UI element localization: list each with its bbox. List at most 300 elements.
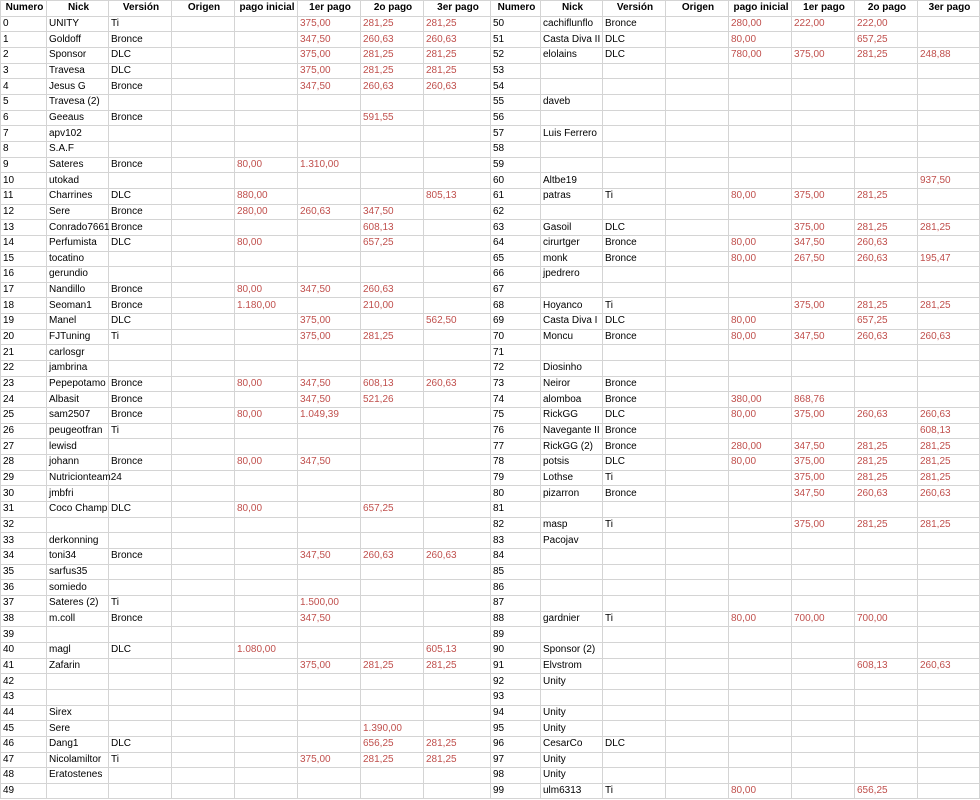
cell-origen[interactable] — [172, 689, 235, 705]
cell-segundo-pago[interactable]: 260,63 — [855, 235, 918, 251]
cell-segundo-pago[interactable]: 281,25 — [361, 329, 424, 345]
cell-primer-pago[interactable] — [298, 689, 361, 705]
cell-version[interactable]: DLC — [603, 220, 666, 236]
cell-numero[interactable]: 81 — [491, 502, 541, 518]
cell-tercer-pago[interactable] — [424, 282, 491, 298]
cell-nick[interactable]: FJTuning — [47, 329, 109, 345]
cell-primer-pago[interactable]: 1.310,00 — [298, 157, 361, 173]
cell-version[interactable] — [109, 126, 172, 142]
cell-version[interactable]: DLC — [603, 47, 666, 63]
cell-segundo-pago[interactable] — [855, 376, 918, 392]
cell-origen[interactable] — [666, 486, 729, 502]
cell-primer-pago[interactable]: 347,50 — [792, 235, 855, 251]
cell-segundo-pago[interactable]: 656,25 — [855, 783, 918, 799]
cell-origen[interactable] — [666, 439, 729, 455]
cell-pago-inicial[interactable] — [235, 63, 298, 79]
cell-version[interactable]: Ti — [109, 752, 172, 768]
cell-numero[interactable]: 41 — [1, 658, 47, 674]
cell-origen[interactable] — [172, 126, 235, 142]
cell-nick[interactable] — [541, 345, 603, 361]
cell-nick[interactable]: alomboa — [541, 392, 603, 408]
cell-version[interactable]: DLC — [109, 188, 172, 204]
cell-numero[interactable]: 39 — [1, 627, 47, 643]
cell-origen[interactable] — [172, 157, 235, 173]
cell-origen[interactable] — [172, 533, 235, 549]
cell-origen[interactable] — [172, 79, 235, 95]
cell-origen[interactable] — [172, 204, 235, 220]
cell-pago-inicial[interactable] — [235, 486, 298, 502]
cell-tercer-pago[interactable]: 260,63 — [424, 548, 491, 564]
cell-origen[interactable] — [666, 705, 729, 721]
cell-origen[interactable] — [172, 611, 235, 627]
cell-pago-inicial[interactable]: 280,00 — [729, 439, 792, 455]
cell-numero[interactable]: 87 — [491, 595, 541, 611]
cell-segundo-pago[interactable]: 260,63 — [855, 486, 918, 502]
cell-origen[interactable] — [172, 251, 235, 267]
cell-primer-pago[interactable] — [792, 361, 855, 377]
cell-version[interactable] — [603, 361, 666, 377]
cell-primer-pago[interactable] — [298, 251, 361, 267]
cell-pago-inicial[interactable] — [235, 251, 298, 267]
cell-nick[interactable]: Unity — [541, 705, 603, 721]
column-header-version[interactable]: Versión — [603, 1, 666, 17]
cell-pago-inicial[interactable] — [235, 783, 298, 799]
cell-primer-pago[interactable]: 375,00 — [792, 188, 855, 204]
cell-segundo-pago[interactable] — [361, 345, 424, 361]
cell-version[interactable] — [109, 674, 172, 690]
cell-primer-pago[interactable] — [298, 674, 361, 690]
cell-origen[interactable] — [666, 188, 729, 204]
cell-pago-inicial[interactable] — [729, 705, 792, 721]
cell-nick[interactable]: pizarron — [541, 486, 603, 502]
cell-origen[interactable] — [666, 752, 729, 768]
cell-numero[interactable]: 37 — [1, 595, 47, 611]
cell-primer-pago[interactable]: 375,00 — [792, 455, 855, 471]
cell-tercer-pago[interactable] — [918, 110, 980, 126]
cell-nick[interactable]: potsis — [541, 455, 603, 471]
cell-numero[interactable]: 10 — [1, 173, 47, 189]
cell-segundo-pago[interactable] — [855, 63, 918, 79]
cell-tercer-pago[interactable]: 281,25 — [918, 455, 980, 471]
cell-primer-pago[interactable]: 375,00 — [792, 517, 855, 533]
cell-nick[interactable]: jambrina — [47, 361, 109, 377]
cell-nick[interactable]: cachiflunflo — [541, 16, 603, 32]
cell-nick[interactable]: Coco Champ — [47, 502, 109, 518]
cell-nick[interactable]: Neiror — [541, 376, 603, 392]
cell-segundo-pago[interactable]: 260,63 — [361, 32, 424, 48]
cell-version[interactable]: Bronce — [603, 16, 666, 32]
cell-numero[interactable]: 26 — [1, 423, 47, 439]
cell-origen[interactable] — [172, 580, 235, 596]
cell-pago-inicial[interactable] — [235, 47, 298, 63]
cell-version[interactable] — [109, 627, 172, 643]
cell-primer-pago[interactable]: 222,00 — [792, 16, 855, 32]
cell-primer-pago[interactable] — [792, 141, 855, 157]
cell-nick[interactable]: Casta Diva II — [541, 32, 603, 48]
cell-origen[interactable] — [172, 376, 235, 392]
cell-pago-inicial[interactable] — [729, 220, 792, 236]
cell-tercer-pago[interactable]: 562,50 — [424, 314, 491, 330]
cell-segundo-pago[interactable] — [361, 408, 424, 424]
cell-nick[interactable]: Altbe19 — [541, 173, 603, 189]
cell-nick[interactable]: Nicolamiltor — [47, 752, 109, 768]
cell-numero[interactable]: 75 — [491, 408, 541, 424]
cell-numero[interactable]: 45 — [1, 721, 47, 737]
cell-pago-inicial[interactable] — [729, 658, 792, 674]
cell-version[interactable] — [603, 141, 666, 157]
cell-origen[interactable] — [666, 63, 729, 79]
cell-numero[interactable]: 38 — [1, 611, 47, 627]
cell-segundo-pago[interactable] — [361, 141, 424, 157]
cell-nick[interactable]: monk — [541, 251, 603, 267]
cell-tercer-pago[interactable] — [918, 361, 980, 377]
cell-nick[interactable]: toni34 — [47, 548, 109, 564]
cell-primer-pago[interactable] — [792, 642, 855, 658]
cell-origen[interactable] — [666, 345, 729, 361]
cell-segundo-pago[interactable] — [855, 533, 918, 549]
cell-primer-pago[interactable]: 347,50 — [298, 32, 361, 48]
cell-numero[interactable]: 70 — [491, 329, 541, 345]
cell-segundo-pago[interactable]: 281,25 — [855, 220, 918, 236]
cell-numero[interactable]: 28 — [1, 455, 47, 471]
cell-version[interactable]: DLC — [603, 736, 666, 752]
cell-primer-pago[interactable]: 375,00 — [298, 63, 361, 79]
cell-pago-inicial[interactable] — [235, 329, 298, 345]
cell-numero[interactable]: 89 — [491, 627, 541, 643]
cell-segundo-pago[interactable] — [855, 345, 918, 361]
cell-origen[interactable] — [666, 173, 729, 189]
cell-primer-pago[interactable]: 267,50 — [792, 251, 855, 267]
cell-origen[interactable] — [666, 674, 729, 690]
cell-nick[interactable] — [47, 689, 109, 705]
cell-segundo-pago[interactable]: 521,26 — [361, 392, 424, 408]
cell-tercer-pago[interactable] — [918, 705, 980, 721]
cell-nick[interactable]: Sponsor — [47, 47, 109, 63]
cell-numero[interactable]: 69 — [491, 314, 541, 330]
cell-segundo-pago[interactable] — [855, 705, 918, 721]
cell-version[interactable] — [109, 439, 172, 455]
cell-nick[interactable]: Diosinho — [541, 361, 603, 377]
cell-numero[interactable]: 74 — [491, 392, 541, 408]
cell-numero[interactable]: 6 — [1, 110, 47, 126]
cell-primer-pago[interactable] — [298, 267, 361, 283]
cell-nick[interactable] — [47, 674, 109, 690]
cell-tercer-pago[interactable] — [918, 674, 980, 690]
cell-origen[interactable] — [172, 674, 235, 690]
cell-tercer-pago[interactable] — [918, 752, 980, 768]
cell-segundo-pago[interactable]: 260,63 — [361, 548, 424, 564]
cell-pago-inicial[interactable]: 1.180,00 — [235, 298, 298, 314]
cell-primer-pago[interactable]: 375,00 — [792, 408, 855, 424]
cell-tercer-pago[interactable] — [918, 689, 980, 705]
cell-version[interactable] — [603, 533, 666, 549]
cell-segundo-pago[interactable]: 657,25 — [855, 314, 918, 330]
cell-numero[interactable]: 52 — [491, 47, 541, 63]
cell-tercer-pago[interactable]: 281,25 — [424, 658, 491, 674]
cell-origen[interactable] — [172, 110, 235, 126]
cell-primer-pago[interactable] — [298, 768, 361, 784]
cell-numero[interactable]: 34 — [1, 548, 47, 564]
cell-tercer-pago[interactable] — [424, 173, 491, 189]
cell-tercer-pago[interactable] — [918, 580, 980, 596]
cell-origen[interactable] — [172, 517, 235, 533]
cell-origen[interactable] — [666, 47, 729, 63]
cell-nick[interactable]: patras — [541, 188, 603, 204]
cell-pago-inicial[interactable] — [235, 345, 298, 361]
cell-version[interactable]: Bronce — [603, 392, 666, 408]
cell-pago-inicial[interactable] — [729, 110, 792, 126]
cell-tercer-pago[interactable] — [424, 455, 491, 471]
cell-origen[interactable] — [172, 188, 235, 204]
cell-pago-inicial[interactable] — [235, 110, 298, 126]
cell-primer-pago[interactable] — [792, 204, 855, 220]
cell-nick[interactable]: magl — [47, 642, 109, 658]
cell-pago-inicial[interactable]: 80,00 — [729, 783, 792, 799]
cell-numero[interactable]: 11 — [1, 188, 47, 204]
cell-segundo-pago[interactable] — [361, 173, 424, 189]
cell-segundo-pago[interactable]: 608,13 — [855, 658, 918, 674]
cell-primer-pago[interactable] — [792, 736, 855, 752]
cell-version[interactable] — [603, 627, 666, 643]
cell-segundo-pago[interactable] — [361, 595, 424, 611]
cell-tercer-pago[interactable] — [424, 345, 491, 361]
cell-nick[interactable] — [541, 110, 603, 126]
cell-tercer-pago[interactable]: 281,25 — [424, 752, 491, 768]
cell-version[interactable]: DLC — [603, 314, 666, 330]
cell-primer-pago[interactable]: 375,00 — [792, 298, 855, 314]
cell-nick[interactable]: Lothse — [541, 470, 603, 486]
cell-pago-inicial[interactable] — [729, 595, 792, 611]
cell-origen[interactable] — [172, 627, 235, 643]
cell-version[interactable]: Ti — [603, 517, 666, 533]
cell-numero[interactable]: 71 — [491, 345, 541, 361]
cell-numero[interactable]: 27 — [1, 439, 47, 455]
cell-numero[interactable]: 95 — [491, 721, 541, 737]
cell-tercer-pago[interactable]: 805,13 — [424, 188, 491, 204]
cell-segundo-pago[interactable] — [855, 282, 918, 298]
cell-tercer-pago[interactable]: 248,88 — [918, 47, 980, 63]
cell-origen[interactable] — [172, 361, 235, 377]
cell-nick[interactable]: tocatino — [47, 251, 109, 267]
cell-primer-pago[interactable] — [298, 361, 361, 377]
cell-nick[interactable]: Elvstrom — [541, 658, 603, 674]
cell-origen[interactable] — [172, 47, 235, 63]
cell-numero[interactable]: 49 — [1, 783, 47, 799]
cell-pago-inicial[interactable] — [235, 141, 298, 157]
cell-primer-pago[interactable] — [792, 768, 855, 784]
cell-tercer-pago[interactable] — [918, 376, 980, 392]
cell-version[interactable] — [603, 204, 666, 220]
cell-numero[interactable]: 33 — [1, 533, 47, 549]
cell-segundo-pago[interactable] — [855, 392, 918, 408]
cell-version[interactable] — [109, 580, 172, 596]
cell-origen[interactable] — [666, 314, 729, 330]
cell-tercer-pago[interactable]: 281,25 — [918, 517, 980, 533]
cell-segundo-pago[interactable] — [855, 141, 918, 157]
cell-pago-inicial[interactable] — [729, 768, 792, 784]
cell-primer-pago[interactable] — [792, 63, 855, 79]
cell-tercer-pago[interactable] — [918, 502, 980, 518]
cell-tercer-pago[interactable] — [918, 345, 980, 361]
cell-version[interactable]: Bronce — [603, 486, 666, 502]
cell-pago-inicial[interactable]: 380,00 — [729, 392, 792, 408]
cell-pago-inicial[interactable]: 80,00 — [729, 314, 792, 330]
cell-version[interactable] — [603, 580, 666, 596]
cell-origen[interactable] — [666, 689, 729, 705]
cell-origen[interactable] — [172, 345, 235, 361]
cell-version[interactable] — [109, 173, 172, 189]
cell-tercer-pago[interactable] — [424, 768, 491, 784]
cell-origen[interactable] — [666, 517, 729, 533]
cell-numero[interactable]: 82 — [491, 517, 541, 533]
cell-origen[interactable] — [666, 768, 729, 784]
cell-primer-pago[interactable]: 375,00 — [298, 314, 361, 330]
cell-segundo-pago[interactable]: 281,25 — [855, 298, 918, 314]
cell-nick[interactable]: apv102 — [47, 126, 109, 142]
cell-nick[interactable]: Geeaus — [47, 110, 109, 126]
cell-segundo-pago[interactable]: 281,25 — [855, 188, 918, 204]
cell-version[interactable] — [603, 282, 666, 298]
cell-numero[interactable]: 86 — [491, 580, 541, 596]
cell-version[interactable]: DLC — [109, 502, 172, 518]
cell-numero[interactable]: 79 — [491, 470, 541, 486]
cell-origen[interactable] — [172, 423, 235, 439]
cell-segundo-pago[interactable] — [361, 533, 424, 549]
cell-nick[interactable] — [541, 282, 603, 298]
cell-version[interactable]: Bronce — [109, 455, 172, 471]
cell-segundo-pago[interactable]: 281,25 — [361, 63, 424, 79]
cell-nick[interactable]: Goldoff — [47, 32, 109, 48]
cell-primer-pago[interactable] — [298, 141, 361, 157]
cell-primer-pago[interactable]: 375,00 — [792, 47, 855, 63]
cell-origen[interactable] — [666, 595, 729, 611]
cell-origen[interactable] — [172, 470, 235, 486]
cell-nick[interactable]: Nandillo — [47, 282, 109, 298]
cell-segundo-pago[interactable] — [361, 251, 424, 267]
cell-origen[interactable] — [172, 220, 235, 236]
cell-version[interactable]: Bronce — [603, 376, 666, 392]
cell-pago-inicial[interactable] — [729, 689, 792, 705]
column-header-version[interactable]: Versión — [109, 1, 172, 17]
cell-tercer-pago[interactable] — [918, 267, 980, 283]
cell-pago-inicial[interactable]: 80,00 — [729, 188, 792, 204]
column-header-segundo-pago[interactable]: 2o pago — [855, 1, 918, 17]
cell-tercer-pago[interactable]: 195,47 — [918, 251, 980, 267]
cell-segundo-pago[interactable] — [855, 157, 918, 173]
cell-tercer-pago[interactable] — [918, 736, 980, 752]
cell-nick[interactable] — [541, 63, 603, 79]
cell-segundo-pago[interactable]: 656,25 — [361, 736, 424, 752]
cell-pago-inicial[interactable]: 280,00 — [729, 16, 792, 32]
cell-version[interactable]: Bronce — [603, 329, 666, 345]
cell-tercer-pago[interactable] — [424, 439, 491, 455]
cell-pago-inicial[interactable] — [729, 502, 792, 518]
cell-nick[interactable]: carlosgr — [47, 345, 109, 361]
cell-pago-inicial[interactable] — [235, 470, 298, 486]
cell-tercer-pago[interactable] — [424, 157, 491, 173]
cell-primer-pago[interactable]: 347,50 — [298, 392, 361, 408]
cell-segundo-pago[interactable] — [361, 705, 424, 721]
cell-numero[interactable]: 59 — [491, 157, 541, 173]
cell-tercer-pago[interactable] — [918, 126, 980, 142]
cell-pago-inicial[interactable] — [235, 220, 298, 236]
cell-numero[interactable]: 98 — [491, 768, 541, 784]
cell-segundo-pago[interactable] — [361, 188, 424, 204]
cell-primer-pago[interactable] — [792, 533, 855, 549]
cell-numero[interactable]: 9 — [1, 157, 47, 173]
cell-tercer-pago[interactable] — [424, 611, 491, 627]
cell-numero[interactable]: 31 — [1, 502, 47, 518]
cell-pago-inicial[interactable] — [729, 282, 792, 298]
cell-pago-inicial[interactable] — [235, 752, 298, 768]
cell-primer-pago[interactable] — [298, 235, 361, 251]
cell-primer-pago[interactable]: 375,00 — [298, 47, 361, 63]
cell-tercer-pago[interactable]: 281,25 — [424, 63, 491, 79]
cell-nick[interactable]: UNITY — [47, 16, 109, 32]
cell-tercer-pago[interactable] — [424, 267, 491, 283]
cell-primer-pago[interactable]: 347,50 — [298, 282, 361, 298]
cell-version[interactable] — [603, 768, 666, 784]
cell-numero[interactable]: 97 — [491, 752, 541, 768]
cell-pago-inicial[interactable] — [729, 94, 792, 110]
cell-numero[interactable]: 83 — [491, 533, 541, 549]
cell-origen[interactable] — [666, 251, 729, 267]
cell-nick[interactable]: masp — [541, 517, 603, 533]
cell-version[interactable] — [603, 345, 666, 361]
cell-pago-inicial[interactable]: 80,00 — [235, 376, 298, 392]
cell-tercer-pago[interactable] — [424, 392, 491, 408]
column-header-tercer-pago[interactable]: 3er pago — [424, 1, 491, 17]
cell-primer-pago[interactable] — [792, 658, 855, 674]
cell-numero[interactable]: 51 — [491, 32, 541, 48]
cell-nick[interactable]: Jesus G — [47, 79, 109, 95]
cell-nick[interactable]: Gasoil — [541, 220, 603, 236]
cell-pago-inicial[interactable]: 80,00 — [235, 408, 298, 424]
cell-origen[interactable] — [666, 736, 729, 752]
cell-version[interactable] — [109, 768, 172, 784]
cell-version[interactable] — [109, 345, 172, 361]
cell-version[interactable] — [109, 658, 172, 674]
cell-tercer-pago[interactable] — [424, 408, 491, 424]
cell-origen[interactable] — [666, 79, 729, 95]
cell-numero[interactable]: 19 — [1, 314, 47, 330]
cell-tercer-pago[interactable]: 605,13 — [424, 642, 491, 658]
cell-pago-inicial[interactable]: 80,00 — [235, 282, 298, 298]
cell-origen[interactable] — [172, 752, 235, 768]
cell-pago-inicial[interactable]: 80,00 — [729, 329, 792, 345]
cell-primer-pago[interactable] — [792, 173, 855, 189]
cell-primer-pago[interactable]: 260,63 — [298, 204, 361, 220]
cell-version[interactable]: Bronce — [109, 32, 172, 48]
cell-nick[interactable]: utokad — [47, 173, 109, 189]
cell-segundo-pago[interactable]: 608,13 — [361, 220, 424, 236]
cell-segundo-pago[interactable] — [855, 361, 918, 377]
cell-primer-pago[interactable] — [298, 439, 361, 455]
cell-segundo-pago[interactable]: 281,25 — [361, 16, 424, 32]
cell-nick[interactable]: Unity — [541, 674, 603, 690]
cell-segundo-pago[interactable] — [361, 580, 424, 596]
cell-primer-pago[interactable] — [792, 627, 855, 643]
cell-tercer-pago[interactable] — [424, 220, 491, 236]
cell-numero[interactable]: 58 — [491, 141, 541, 157]
cell-tercer-pago[interactable]: 281,25 — [918, 220, 980, 236]
cell-origen[interactable] — [666, 204, 729, 220]
cell-segundo-pago[interactable] — [361, 314, 424, 330]
cell-nick[interactable]: Travesa (2) — [47, 94, 109, 110]
cell-tercer-pago[interactable] — [424, 423, 491, 439]
cell-numero[interactable]: 3 — [1, 63, 47, 79]
column-header-numero[interactable]: Numero — [1, 1, 47, 17]
